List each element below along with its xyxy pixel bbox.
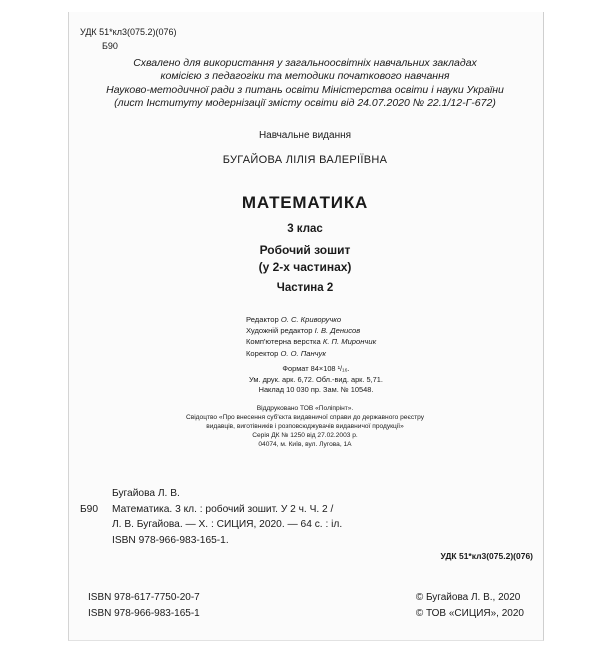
copyright-block bbox=[416, 590, 524, 622]
copyright-publisher: © ТОВ «СИЦИЯ», 2020 bbox=[415, 608, 524, 619]
approval-line-1: Схвалено для використання у загальноосвітніх навчальних закладах bbox=[133, 57, 477, 69]
approval-line-2: комісією з педагогіки та методики початкового навчання bbox=[160, 70, 450, 83]
biblio-code: Б90 bbox=[80, 503, 99, 515]
author-mark-top: Б90 bbox=[102, 41, 118, 51]
bibliographic-record bbox=[80, 486, 342, 549]
isbn-part: ISBN 978-617-7750-20-7 bbox=[88, 592, 200, 603]
printer-info bbox=[68, 405, 542, 450]
workbook-line-2: (у 2-х частинах) bbox=[258, 260, 352, 274]
isbn-block bbox=[88, 590, 200, 622]
approval-line-3: Науково-методичної ради з питань освіти Міністерства освіти і науки України bbox=[106, 83, 504, 96]
biblio-line-2: Л. В. Бугайова. — Х. : СИЦИЯ, 2020. — 64 с. : іл. bbox=[112, 519, 343, 531]
printer-line-4: Серія ДК № 1250 від 27.02.2003 р. bbox=[252, 431, 358, 439]
edition-type: Навчальне видання bbox=[258, 130, 352, 141]
grade-label: 3 клас bbox=[287, 223, 323, 235]
author-name: БУГАЙОВА ЛІЛІЯ ВАЛЕРІЇВНА bbox=[222, 154, 388, 166]
copyright-author: © Бугайова Л. В., 2020 bbox=[415, 592, 521, 603]
printer-line-5: 04074, м. Київ, вул. Лугова, 1А bbox=[258, 440, 352, 448]
biblio-isbn: ISBN 978-966-983-165-1. bbox=[112, 535, 229, 547]
staff-row: Художній редактор І. В. Денисов bbox=[246, 326, 361, 336]
part-label: Частина 2 bbox=[276, 282, 334, 294]
approval-line-4: (лист Інституту модернізації змісту освіти від 24.07.2020 № 22.1/12-Г-672) bbox=[114, 97, 496, 110]
printer-line-2: Свідоцтво «Про внесення суб'єкта видавничої справи до державного реєстру bbox=[185, 413, 425, 421]
staff-credits bbox=[246, 314, 376, 359]
format-line-1: Формат 84×108 ¹/₁₆. bbox=[282, 364, 350, 373]
biblio-line-1: Математика. 3 кл. : робочий зошит. У 2 ч. Ч. 2 / bbox=[112, 503, 334, 515]
printer-line-1: Віддруковано ТОВ «Поліпрінт». bbox=[256, 405, 354, 412]
staff-row: Комп'ютерна верстка К. П. Мирончик bbox=[246, 337, 377, 347]
format-info bbox=[236, 364, 396, 396]
udk-code-top: УДК 51*кл3(075.2)(076) bbox=[80, 27, 177, 37]
staff-row: Коректор О. О. Панчук bbox=[246, 348, 326, 358]
staff-row: Редактор О. С. Криворучко bbox=[246, 315, 342, 324]
printer-line-3: видавців, виготівників і розповсюджувачів видавничої продукції» bbox=[206, 422, 404, 430]
workbook-label bbox=[68, 242, 542, 276]
format-line-3: Наклад 10 030 пр. Зам. № 10548. bbox=[258, 385, 374, 394]
workbook-line-1: Робочий зошит bbox=[259, 243, 351, 257]
udk-code-bottom: УДК 51*кл3(075.2)(076) bbox=[440, 551, 533, 561]
biblio-author: Бугайова Л. В. bbox=[112, 488, 180, 499]
book-title: МАТЕМАТИКА bbox=[241, 193, 369, 212]
format-line-2: Ум. друк. арк. 6,72. Обл.-вид. арк. 5,71. bbox=[249, 374, 383, 384]
approval-notice bbox=[68, 57, 542, 111]
isbn-set: ISBN 978-966-983-165-1 bbox=[88, 608, 200, 619]
